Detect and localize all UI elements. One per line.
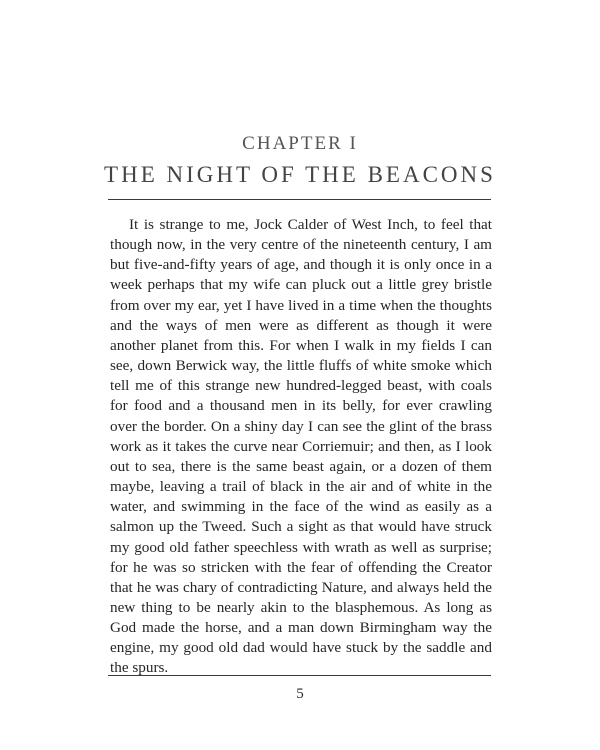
chapter-label: CHAPTER I bbox=[242, 133, 358, 154]
footer-divider bbox=[108, 675, 491, 676]
chapter-title: THE NIGHT OF THE BEACONS bbox=[104, 162, 496, 187]
title-divider bbox=[108, 199, 491, 200]
body-paragraph: It is strange to me, Jock Calder of West Inch, to feel that though now, in the very centre of the nineteenth century, I am but five-and-fifty years of age, and though it is only once in a week perhaps that my wife can pluck out a little grey bristle from over my ear, yet I have lived in a time when the thoughts and the ways of men were as different as though it were another planet from this. For when I walk in my fields I can see, down Berwick way, the little fluffs of white smoke which tell me of this strange new hundred-legged beast, with coals for food and a thousand men in its belly, for ever crawling over the border. On a shiny day I can see the glint of the brass work as it takes the curve near Corriemuir; and then, as I look out to sea, there is the same beast again, or a dozen of them maybe, leaving a trail of black in the air and of white in the water, and swimming in the face of the wind as easily as a salmon up the Tweed. Such a sight as that would have struck my good old father speechless with wrath as well as surprise; for he was so stricken with the fear of offending the Creator that he was chary of contradicting Nature, and always held the new thing to be nearly akin to the blasphemous. As long as God made the horse, and a man down Birmingham way the engine, my good old dad would have stuck by the saddle and the spurs. bbox=[110, 216, 492, 677]
page-number: 5 bbox=[296, 686, 304, 702]
